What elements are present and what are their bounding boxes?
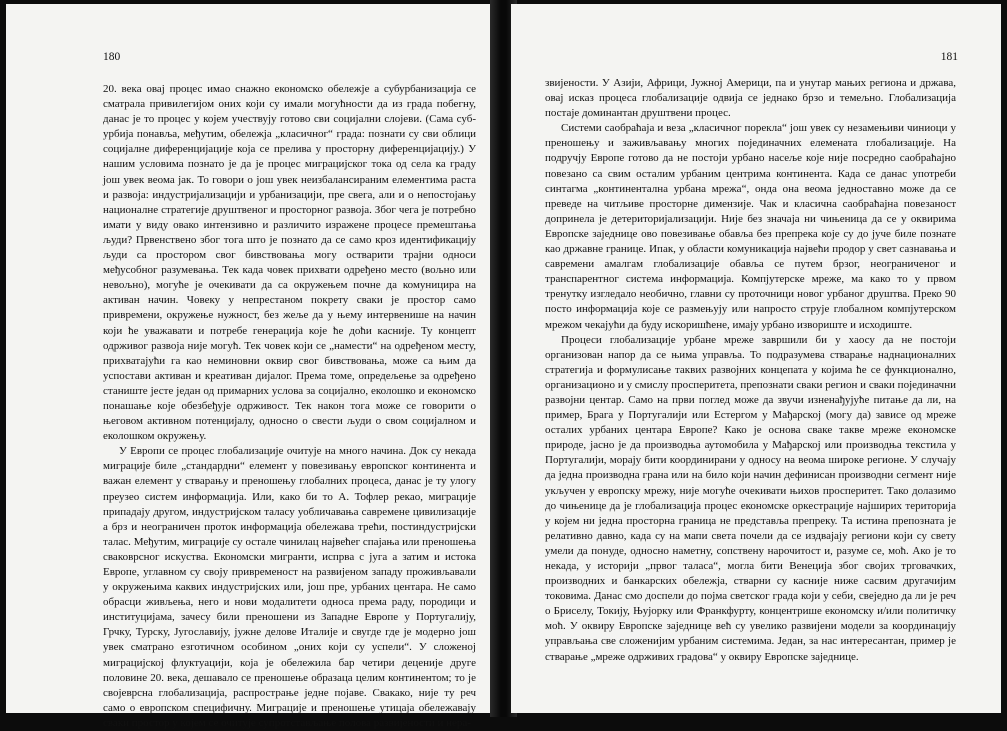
page-number: 181 — [940, 51, 958, 63]
body-text — [103, 82, 476, 731]
paragraph: 20. века овај процес имао снажно економско обележје а субурбанизација се сматрала привилегијом оних који су имали могућности да из града побегну, данас је то процес у којем учествују готово сви социјални слојеви. (Сама субурбија понавља, међутим, обележја „класичног“ града: познати су сви облици социјалне диференцијације која се прелива у просторну диференцијацију.) У нашим условима познато је да је процес миграцијског тока од села ка граду још увек веома јак. То говори о још увек неизбалансираним елементима раста и развоја: индустријализацији и урбанизацији, пре свега, али и о непостојању националне стратегије друштвеног и просторног развоја. Због чега је потребно имати у виду овако интензивно и различито изражене процесе премештања људи? Првенствено због тога што је познато да се само кроз идентификацију људи са простором свог бивствовања могу остварити трајни односи међусобног разумевања. Тек када човек прихвати одређено место (вољно или невољно), могуће је очекивати да са окружењем почне да комуницира на активан начин. Човеку у непрестаном покрету сваки је простор само привремени, окружење нужност, без жеље да у њему интервенише на начин који ће уважавати и потребе генерација које ће доћи касније. Ту концепт одрживог развоја није могућ. Тек човек који се „намести“ на одређеном месту, прихватајући га као неминовни оквир свог бивствовања, може са њим да успостави активан и креативан дијалог. Према томе, опредељење за одређено станиште јесте један од примарних услова за социјално, еколошко и економско понашање које обезбеђује одрживост. Тек након тога може се говорити о његовом активном потенцијалу, односно о свести људи о свом социјалном и еколошком окружењу. — [103, 83, 476, 443]
paragraph: Процеси глобализације урбане мреже завршили би у хаосу да не постоји организован напор да се њима управља. То подразумева стварање наднационалних стратегија и формулисање таквих развојних концепата у којима ће се функционално, организационо и у смислу просперитета, препознати сваки регион и сваки појединачни развојни центар. Само на први поглед може да звучи изненађујуће питање да ли, на пример, Брага у Португалији или Естергом у Мађарској (могу да) зависе од мреже осталих урбаних центара Европе? Како је основа сваке такве мреже економске природе, јасно је да производња аутомобила у Мађарској или производња текстила у Португалији, морају бити координирани у односу на веома широке регионе. У случају да једна производна грана или на било који начин дефинисан производни сегмент није укључен у европску мрежу, није могуће очекивати њихов просперитет. Тако долазимо до чињенице да је глобализација процес економске оркестрације најширих територија у којем ни једна просторна граница не представља препреку. Та истина препознатa је релативно давно, када су на мапи света почели да се издвајају региони који су свету умели да понуде, односно наметну, сопствену нарочитост и, разуме се, моћ. Ако је то некада, у историји „првог таласа“, могла бити Венеција због својих трговачких, производних и банкарских обележја, стварни су касније ниже сасвим другачијим токовима. Данас смо доспели до појма светског града који у себи, свеједно да ли је реч о Бриселу, Токију, Њујорку или Франкфурту, концентрише економску и/или политичку моћ. У оквиру Европске заједнице већ су увелико развијени модели за координацију управљања све сложенијим урбаним системима. Један, за нас интересантан, пример је стварање „мреже одрживих градова“ у оквиру Европске заједнице. — [545, 333, 956, 663]
left-page — [6, 4, 496, 729]
body-text — [545, 76, 956, 665]
page-number: 180 — [103, 51, 121, 63]
right-page — [511, 4, 1001, 713]
paragraph: Системи саобраћаја и веза „класичног порекла“ још увек су незамењиви чиниоци у преношењу и заживљавању многих појединачних елемената глобализације. На подручју Европе готово да не постоји урбано насеље које није посредно саобраћајно повезано са свим осталим урбаним центрима континента. Када се данас употреби синтагма „континентална урбана мрежа“, онда она веома једноставно може да се преведе на читљиве просторне димензије. Чак и класична саобраћајна повезаност допринела је детериторијализацији. Није без значаја ни чињеница да се у оквирима Европске заједнице ово повезивање обавља без препрека које су до јуче биле познате као државне границе. Ипак, у области комуникација највећи продор у свет сазнавања и савремени амалгам глобализације обавља се путем брзог, неограниченог и транспарентног система информација. Компјутерске мреже, ма како то у првом тренутку изгледало необично, главни су проточници новог урбаног друштва. Преко 90 посто информација које се размењују или напросто струје глобалном компјутерском мрежом чекајући да буду искоришћене, имају урбано извориште и исходиште. — [545, 122, 956, 331]
paragraph: У Европи се процес глобализације очитује на многo начина. Док су некада миграције биле „стандардни“ елемент у повезивању европског континента и важан елемент у стварању и преношењу глобалних процеса, данас је ту улогу преузео систем информација. Или, како би то А. Тофлер рекао, миграције припадају другом, индустријском таласу уобличавања савремене цивилизације а брз и неограничен проток информација обележава трећи, постиндустријски талас. Међутим, миграције су остале чинилац највећег спајања или преношења сваковрсног искуства. Економски мигранти, испрва с југа а затим и истока Европе, углавном су своју привременост на развијеном западу проживљавали у окружењима каквих индустријских или, још пре, урбаних центара. Не само обрасци живљења, него и нови модалитети односа према раду, породици и институцијама, зачесу били преношени из Западне Европе у Португалију, Грчку, Турску, Југославију, јужне делове Италије и свугде где је модерно још увек сматрано езготичном особином „оних који су успели“. У сложеној миграцијској флуктуацији, која је обележила бар четири деценије друге половине 20. века, дешавало се преношење образаца целим континентом; то је својеврсна глобализација, распрострање једне појаве. Свакако, није ту реч само о европском специфичну. Миграције и преношење утицаја обележавају сваки простор у којем се очитује супротстављање полова развијености и нера- — [103, 445, 476, 729]
paragraph: звијености. У Азији, Африци, Јужној Америци, па и унутар мањих региона и држава, овај исказ процеса глобализације одвија се једнако брзо и темељно. Глобализација постаје доминантан друштвени процес. — [545, 77, 956, 120]
